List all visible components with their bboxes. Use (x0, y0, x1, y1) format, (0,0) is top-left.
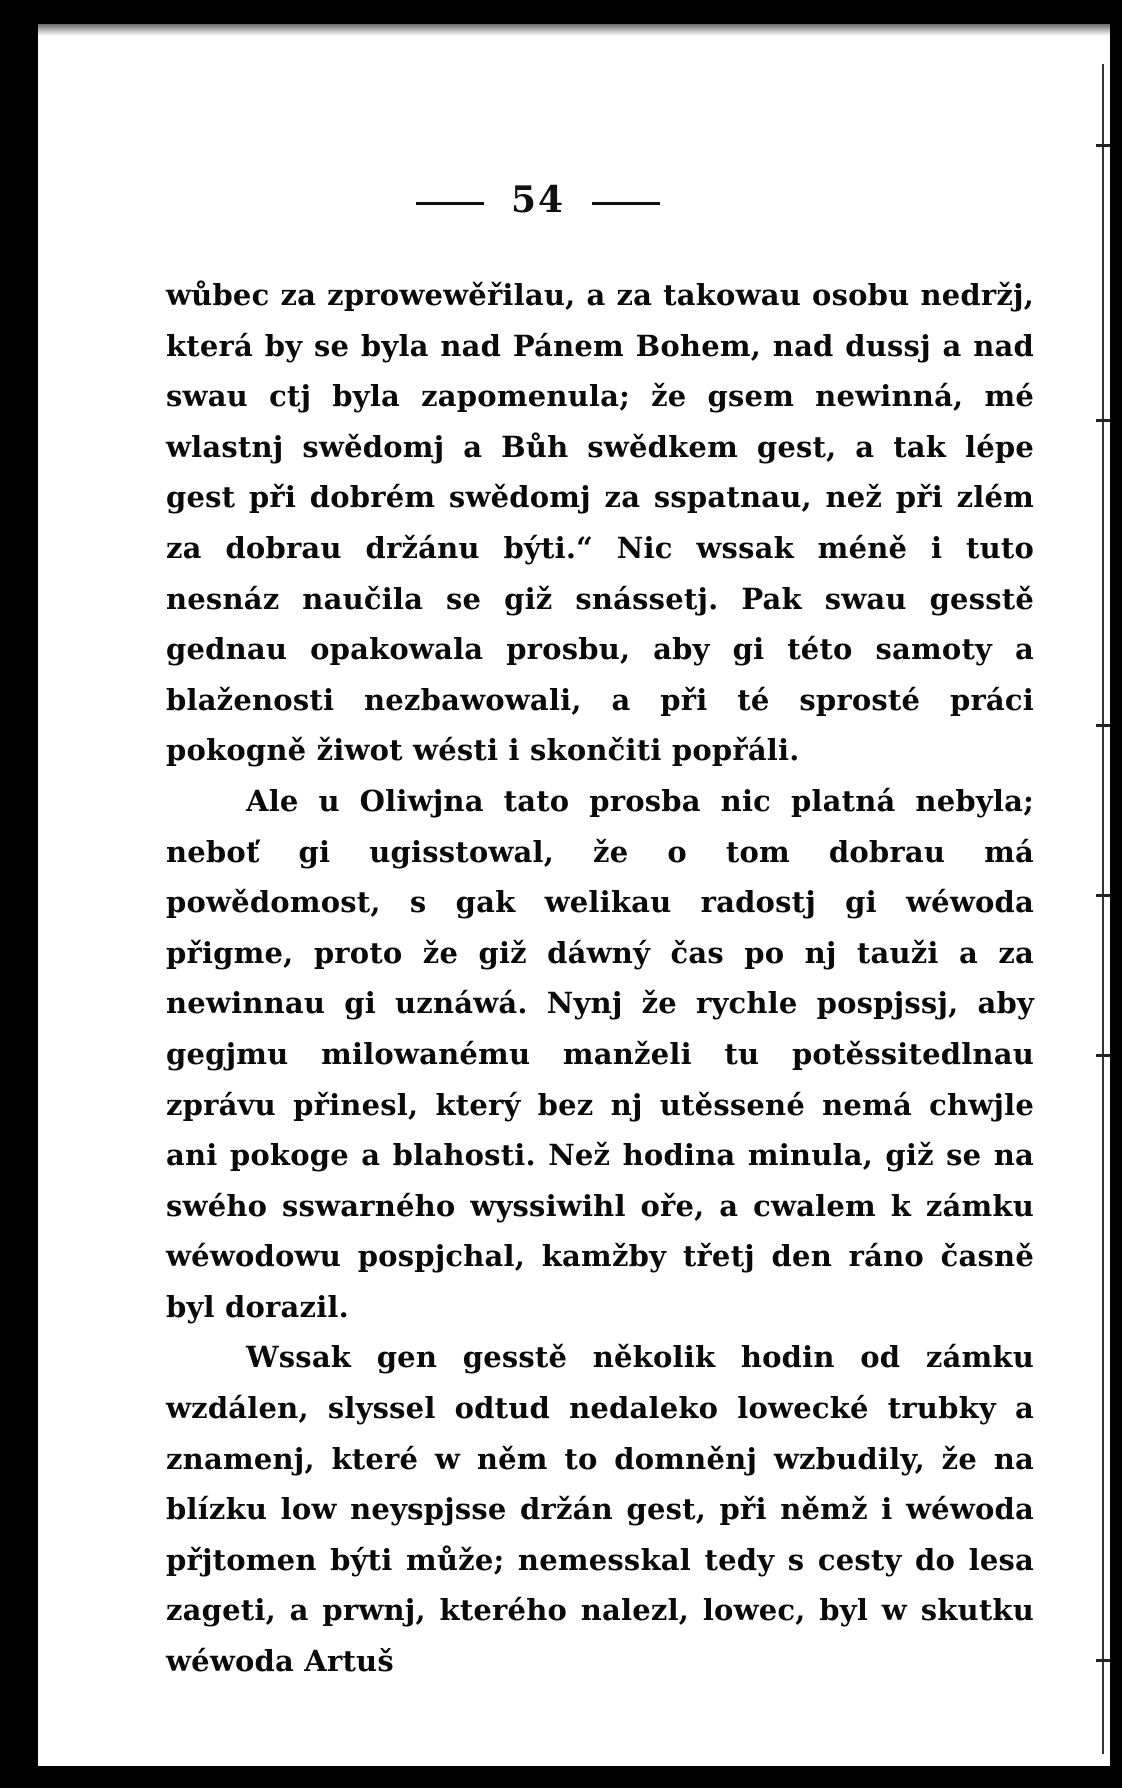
book-page (38, 24, 1110, 1766)
paragraph: Ale u Oliwjna tato prosba nic platná nebyla; neboť gi ugisstowal, že o tom dobrau má powědomost, s gak welikau radostj gi wéwoda přigme, proto že giž dáwný čas po nj tauži a za newinnau gi uznáwá. Nynj že rychle pospjssj, aby gegjmu milowanému manželi tu potěssitedlnau zprávu přinesl, který bez nj utěssené nemá chwjle ani pokoge a blahosti. Než hodina minula, giž se na swého sswarného wyssiwihl oře, a cwalem k zámku wéwodowu pospjchal, kamžby třetj den ráno časně byl dorazil. (166, 783, 1034, 1324)
paragraph: wůbec za zprowewěřilau, a za takowau osobu nedržj, která by se byla nad Pánem Bohem, nad dussj a nad swau ctj byla zapomenula; že gsem newinná, mé wlastnj swědomj a Bůh swědkem gest, a tak lépe gest při dobrém swědomj za sspatnau, než při zlém za dobrau držánu býti.“ Nic wssak méně i tuto nesnáz naučila se giž snássetj. Pak swau gesstě gednau opakowala prosbu, aby gi této samoty a blaženosti nezbawowali, a při té sprosté práci pokogně žiwot wésti i skončiti popřáli. (166, 278, 1034, 768)
edge-mark (1096, 724, 1110, 727)
page-right-edge (1102, 64, 1104, 1754)
edge-mark (1096, 894, 1110, 897)
header-left-ornament (416, 202, 484, 205)
edge-mark (1096, 1054, 1110, 1057)
page-number-header (38, 179, 1038, 221)
page-body-text (166, 270, 1034, 1687)
page-top-shadow (38, 24, 1110, 36)
edge-mark (1096, 1659, 1110, 1662)
header-right-ornament (592, 202, 660, 205)
edge-mark (1096, 144, 1110, 147)
page-number: 54 (510, 179, 566, 221)
edge-mark (1096, 419, 1110, 422)
paragraph: Wssak gen gesstě několik hodin od zámku wzdálen, slyssel odtud nedaleko lowecké trubky a znamenj, které w něm to domněnj wzbudily, že na blízku low neyspjsse držán gest, při němž i wéwoda přjtomen býti může; nemesskal tedy s cesty do lesa zageti, a prwnj, kterého nalezl, lowec, byl w skutku wéwoda Artuš (166, 1340, 1034, 1679)
